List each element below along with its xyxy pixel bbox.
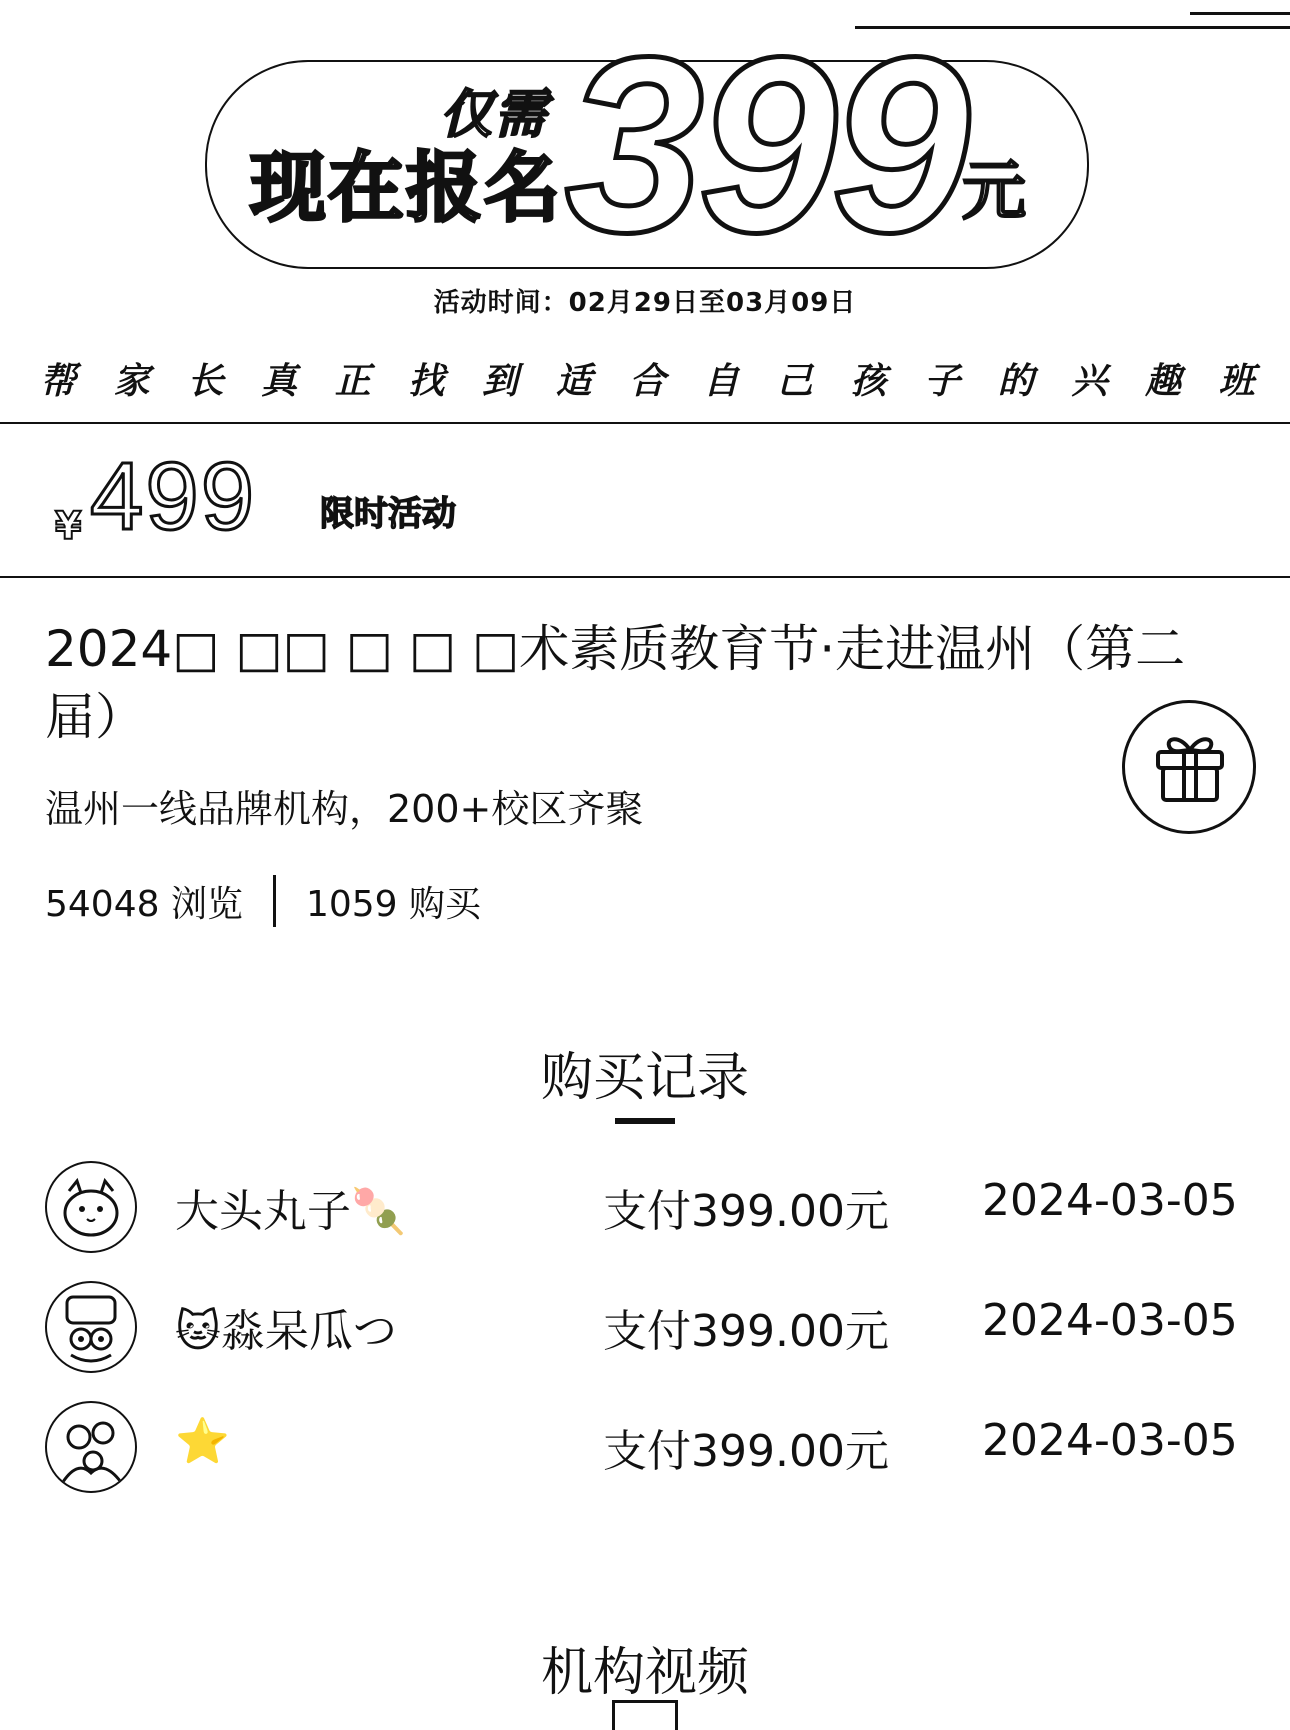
slogan-char: 自 <box>703 361 740 402</box>
view-count: 54048 浏览 <box>45 883 243 925</box>
slogan-char: 趣 <box>1145 361 1182 402</box>
slogan <box>40 353 1255 404</box>
activity-time: 活动时间：02月29日至03月09日 <box>433 288 857 318</box>
buyer-name: 大头丸子🍡 <box>175 1186 406 1237</box>
slogan-char: 孩 <box>850 361 887 402</box>
banner-decoration-line-2 <box>1190 12 1290 15</box>
product-subtitle: 温州一线品牌机构，200+校区齐聚 <box>45 787 644 831</box>
slogan-char: 真 <box>261 361 298 402</box>
price-value: 499 <box>90 443 257 550</box>
purchase-record-row <box>0 1395 1290 1495</box>
slogan-char: 合 <box>629 361 666 402</box>
price-currency: ¥ <box>55 504 82 548</box>
promo-banner <box>0 0 1290 420</box>
slogan-char: 长 <box>187 361 224 402</box>
stats-separator <box>273 875 276 927</box>
slogan-char: 正 <box>334 361 371 402</box>
promo-price: 399 <box>565 5 965 284</box>
avatar <box>45 1401 137 1493</box>
heading-underline <box>615 1118 675 1124</box>
limited-time-tag: 限时活动 <box>320 494 456 534</box>
buyer-name: ⭐ <box>175 1416 230 1467</box>
slogan-char: 兴 <box>1071 361 1108 402</box>
gift-button[interactable] <box>1122 700 1256 834</box>
buyer-name: 🐱淼呆瓜つ <box>175 1306 397 1357</box>
purchase-records-heading: 购买记录 <box>540 1048 749 1108</box>
purchase-date: 2024-03-05 <box>982 1175 1238 1226</box>
slogan-char: 家 <box>113 361 150 402</box>
slogan-char: 适 <box>555 361 592 402</box>
purchase-date: 2024-03-05 <box>982 1295 1238 1346</box>
institution-videos-heading: 机构视频 <box>540 1643 749 1703</box>
price-strip <box>0 424 1290 576</box>
payment-amount: 支付399.00元 <box>603 1186 889 1237</box>
slogan-char: 班 <box>1218 361 1255 402</box>
avatar <box>45 1161 137 1253</box>
product-stats <box>45 875 481 927</box>
slogan-char: 己 <box>776 361 813 402</box>
slogan-char: 子 <box>924 361 961 402</box>
divider <box>0 576 1290 578</box>
gift-icon <box>1150 728 1230 808</box>
purchase-date: 2024-03-05 <box>982 1415 1238 1466</box>
payment-amount: 支付399.00元 <box>603 1306 889 1357</box>
avatar <box>45 1281 137 1373</box>
purchase-record-row <box>0 1275 1290 1375</box>
promo-price-unit: 元 <box>962 155 1026 229</box>
slogan-char: 帮 <box>40 361 77 402</box>
purchase-record-row <box>0 1155 1290 1255</box>
promo-enroll-text: 现在报名 <box>250 143 562 232</box>
slogan-char: 的 <box>997 361 1034 402</box>
video-tab-indicator <box>612 1700 678 1730</box>
purchase-count: 1059 购买 <box>305 883 482 925</box>
promo-only-text: 仅需 <box>440 85 549 145</box>
slogan-char: 到 <box>482 361 519 402</box>
slogan-char: 找 <box>408 361 445 402</box>
product-title: 2024□ □□ □ □ □术素质教育节·走进温州（第二届） <box>45 620 1186 746</box>
payment-amount: 支付399.00元 <box>603 1426 889 1477</box>
